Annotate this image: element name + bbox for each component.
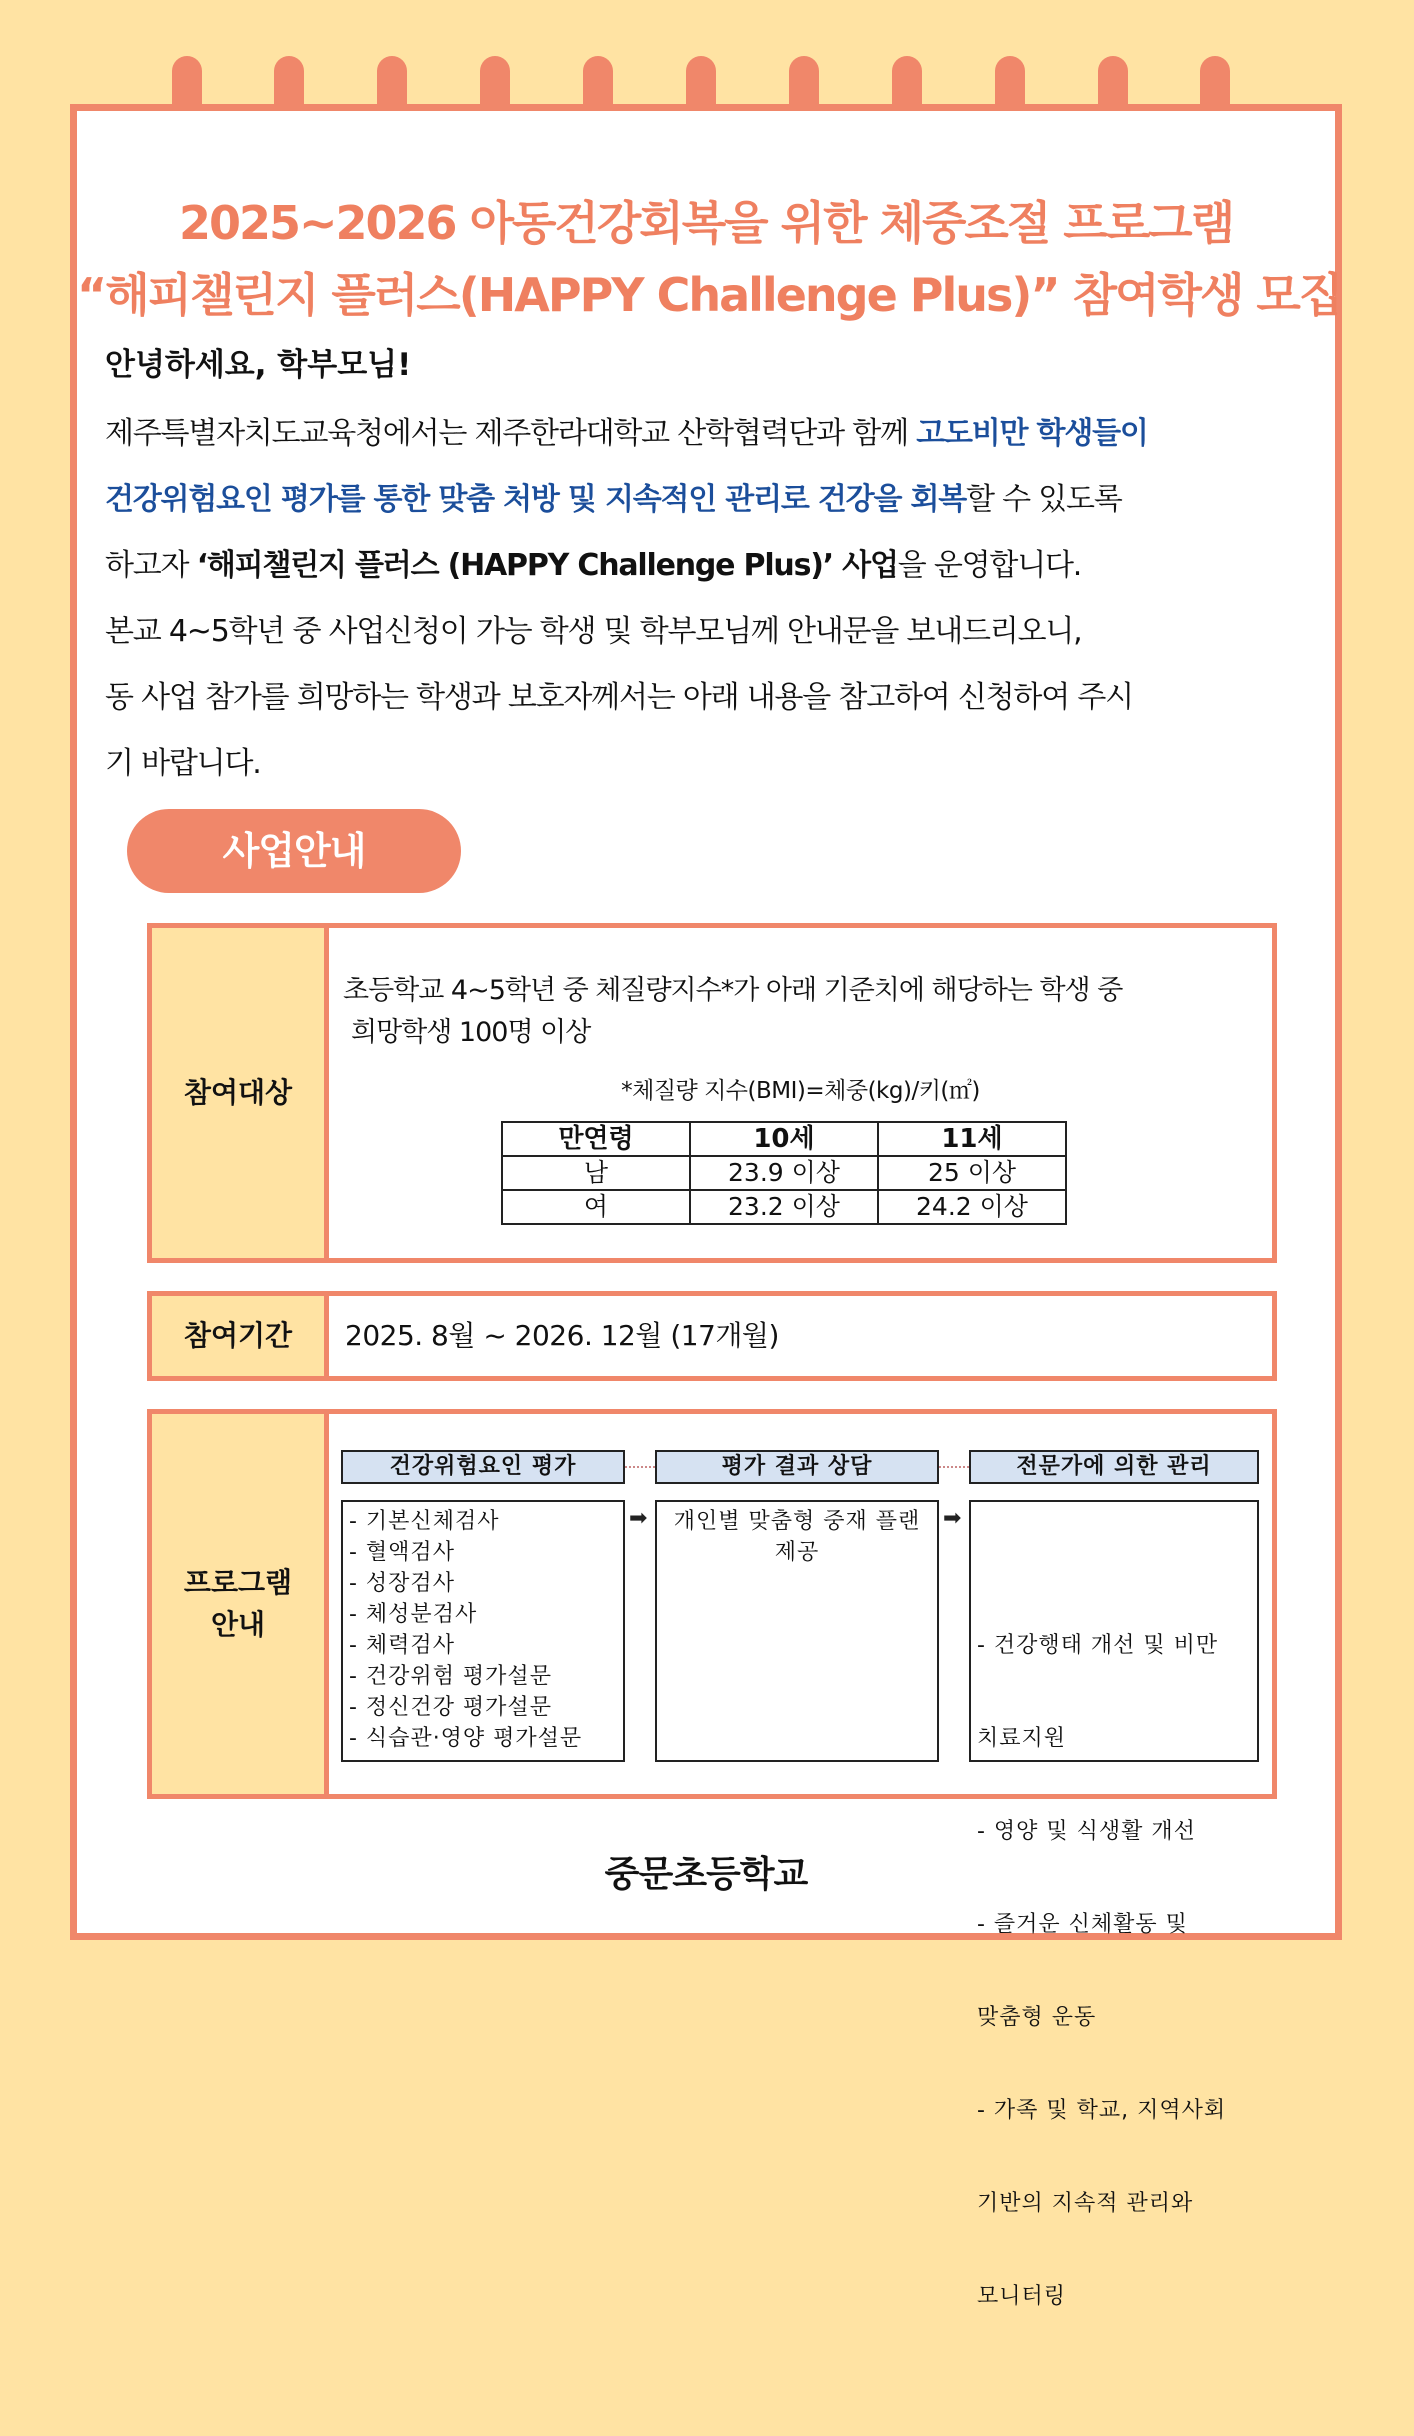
list-item: - 성장검사 xyxy=(349,1571,455,1596)
table-header-cell: 11세 xyxy=(878,1122,1066,1156)
period-label: 참여기간 xyxy=(152,1296,329,1376)
bmi-table xyxy=(501,1121,1067,1225)
body-paragraph: 기 바랍니다. xyxy=(105,746,261,781)
target-section xyxy=(147,923,1277,1263)
step-2-box xyxy=(655,1500,939,1762)
table-cell: 23.2 이상 xyxy=(690,1190,878,1224)
list-item: 맞춤형 운동 xyxy=(977,2005,1097,2030)
list-item: 개인별 맞춤형 중재 플랜 xyxy=(673,1509,921,1534)
list-item: - 건강위험 평가설문 xyxy=(349,1664,552,1689)
target-line-1: 초등학교 4~5학년 중 체질량지수*가 아래 기준치에 해당하는 학생 중 xyxy=(343,975,1123,1006)
arrow-right-icon: ➡ xyxy=(629,1506,648,1531)
table-header-cell: 10세 xyxy=(690,1122,878,1156)
greeting: 안녕하세요, 학부모님! xyxy=(105,347,412,383)
table-cell: 남 xyxy=(502,1156,690,1190)
table-cell: 24.2 이상 xyxy=(878,1190,1066,1224)
body-text-segment: 하고자 xyxy=(105,548,197,583)
list-item: - 영양 및 식생활 개선 xyxy=(977,1819,1196,1844)
body-text xyxy=(105,401,1325,797)
list-item: - 식습관·영양 평가설문 xyxy=(349,1726,583,1751)
list-item: - 정신건강 평가설문 xyxy=(349,1695,552,1720)
body-text-segment: 할 수 있도록 xyxy=(966,482,1122,517)
body-text-segment: 을 운영합니다. xyxy=(897,548,1082,583)
period-content xyxy=(329,1296,1272,1376)
table-row xyxy=(502,1156,1066,1190)
list-item: - 가족 및 학교, 지역사회 xyxy=(977,2098,1227,2123)
table-row xyxy=(502,1190,1066,1224)
table-cell: 여 xyxy=(502,1190,690,1224)
highlight-text: 고도비만 학생들이 xyxy=(916,416,1148,451)
program-label-line: 프로그램 xyxy=(183,1566,293,1599)
program-label xyxy=(152,1414,329,1794)
step-3-box xyxy=(969,1500,1259,2309)
step-1-title: 건강위험요인 평가 xyxy=(341,1450,625,1484)
title-line-2: “해피챌린지 플러스(HAPPY Challenge Plus)” 참여학생 모집 xyxy=(77,268,1342,322)
list-item: - 건강행태 개선 및 비만 xyxy=(977,1633,1219,1658)
table-cell: 23.9 이상 xyxy=(690,1156,878,1190)
arrow-right-icon: ➡ xyxy=(943,1506,962,1531)
period-section xyxy=(147,1291,1277,1381)
highlight-text: 건강위험요인 평가를 통한 맞춤 처방 및 지속적인 관리로 건강을 회복 xyxy=(105,482,967,517)
period-value: 2025. 8월 ~ 2026. 12월 (17개월) xyxy=(345,1319,779,1352)
table-header-row xyxy=(502,1122,1066,1156)
program-label-line: 안내 xyxy=(210,1608,266,1641)
notice-paper xyxy=(70,104,1342,2309)
step-1-box xyxy=(341,1500,625,1762)
body-text-segment: 제주특별자치도교육청에서는 제주한라대학교 산학협력단과 함께 xyxy=(105,416,917,451)
list-item: 제공 xyxy=(774,1540,820,1565)
connector-line xyxy=(939,1466,973,1468)
list-item: 치료지원 xyxy=(977,1726,1067,1751)
list-item: - 체력검사 xyxy=(349,1633,455,1658)
body-paragraph: 동 사업 참가를 희망하는 학생과 보호자께서는 아래 내용을 참고하여 신청하여 주시 xyxy=(105,680,1133,715)
list-item: - 체성분검사 xyxy=(349,1602,478,1627)
list-item: - 혈액검사 xyxy=(349,1540,455,1565)
list-item: 모니터링 xyxy=(977,2284,1067,2309)
table-header-cell: 만연령 xyxy=(502,1122,690,1156)
list-item: 기반의 지속적 관리와 xyxy=(977,2191,1194,2216)
program-name: ‘해피챌린지 플러스 (HAPPY Challenge Plus)’ 사업 xyxy=(196,548,898,583)
list-item: - 즐거운 신체활동 및 xyxy=(977,1912,1188,1937)
school-name: 중문초등학교 xyxy=(604,1854,808,1895)
step-3-title: 전문가에 의한 관리 xyxy=(969,1450,1259,1484)
title-line-1: 2025~2026 아동건강회복을 위한 체중조절 프로그램 xyxy=(178,196,1234,250)
connector-line xyxy=(625,1466,659,1468)
table-cell: 25 이상 xyxy=(878,1156,1066,1190)
target-content xyxy=(329,928,1272,1258)
section-pill: 사업안내 xyxy=(127,809,461,893)
target-label: 참여대상 xyxy=(152,928,329,1258)
list-item: - 기본신체검사 xyxy=(349,1509,500,1534)
body-paragraph: 본교 4~5학년 중 사업신청이 가능 학생 및 학부모님께 안내문을 보내드리오니, xyxy=(105,614,1082,649)
step-2-title: 평가 결과 상담 xyxy=(655,1450,939,1484)
target-line-2: 희망학생 100명 이상 xyxy=(351,1017,591,1048)
bmi-note: *체질량 지수(BMI)=체중(kg)/키(㎡) xyxy=(621,1078,980,1104)
